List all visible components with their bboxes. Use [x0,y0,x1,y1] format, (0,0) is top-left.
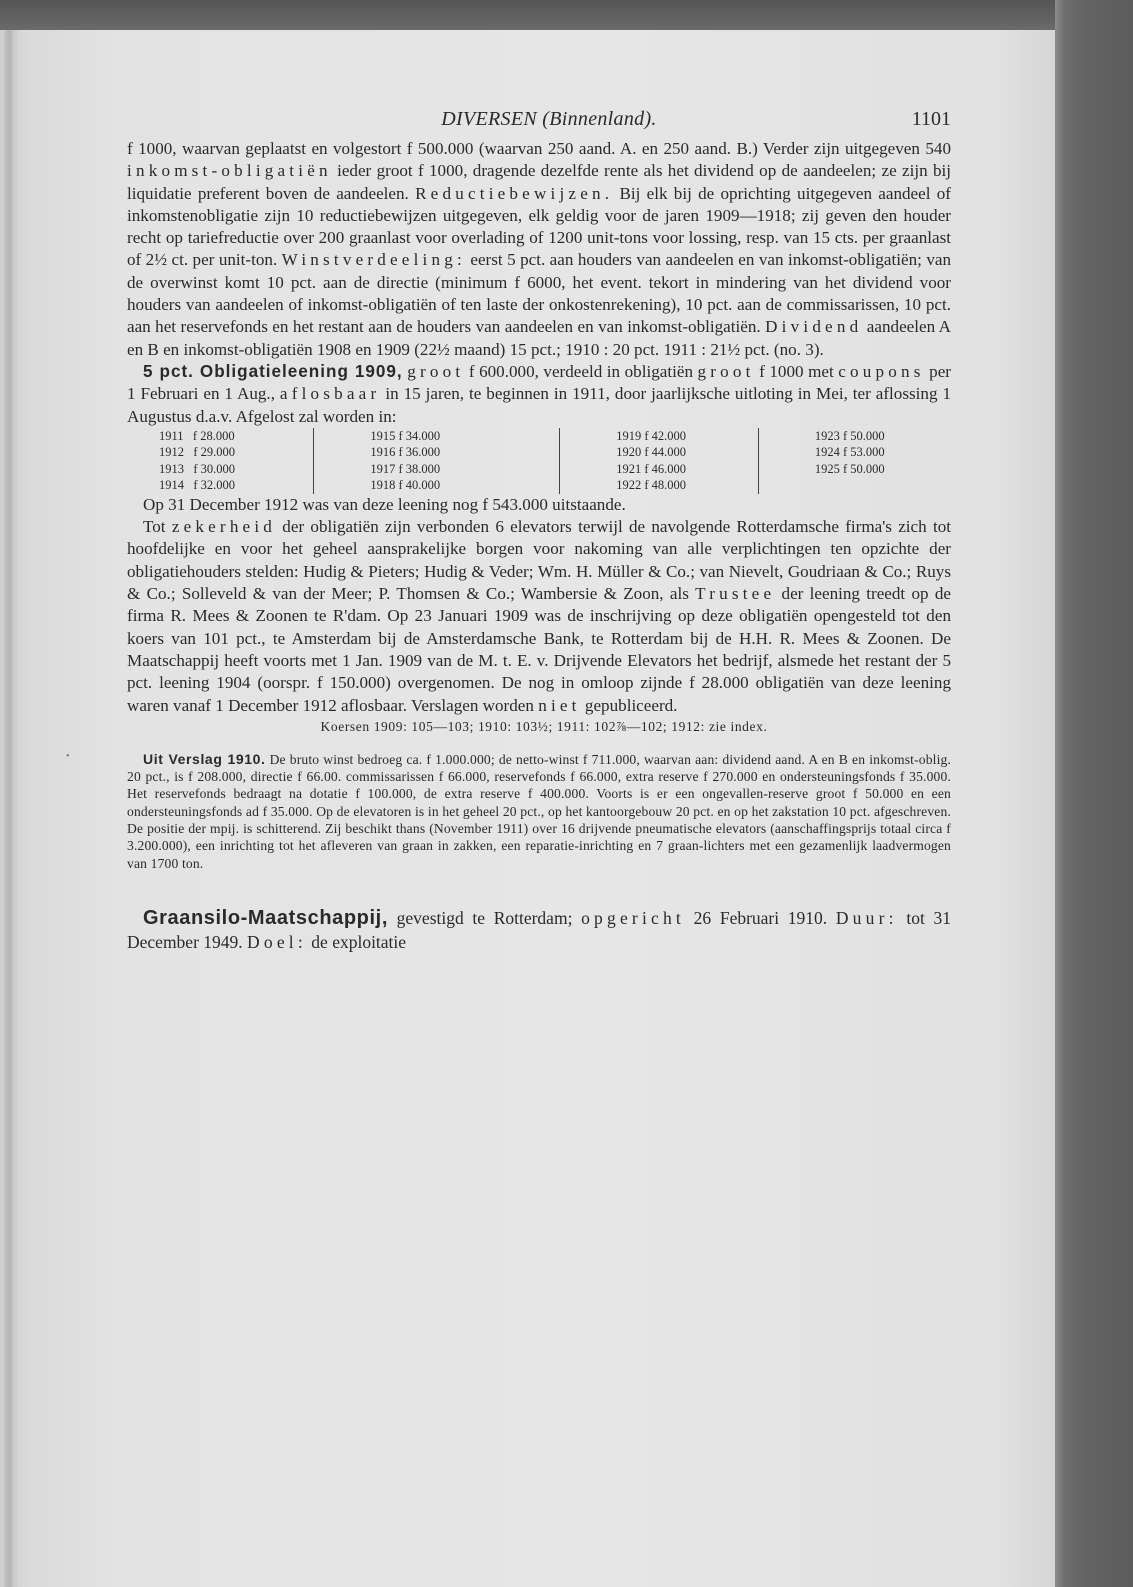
amortization-entry: 1921 f 46.000 [616,461,686,476]
stray-ink-mark: • [66,751,70,762]
amortization-entry: 1913 f 30.000 [159,461,236,476]
text: aandeelen A en B en inkomst-obligatiën 1908 en 1909 (22½ maand) 15 pct.; 1910 : 20 pct. 1911 : 21½ pct. (no. 3). [127,317,951,359]
price-quotes: Koersen 1909: 105—103; 1910: 103½; 1911: 102⅞—102; 1912: zie index. [320,718,768,734]
text: der obligatiën zijn verbonden 6 elevators terwijl de navolgende Rotterdamsche firma's zich tot hoofdelijke en voor het geheel aansprakelijke borgen voor nakoming van alle verplichtingen ten opzichte der obligatiehouders stelden: Hudig & Pieters; Hudig & Veder; Wm. H. Müller & Co.; van Nievelt, Goudriaan & Co.; Ruys & Co.; Solleveld & van der Meer; P. Thomsen & Co.; Wambersie & Zoon, als [127,517,951,604]
text: per 1 Februari en 1 Aug., [127,361,951,404]
spaced-term: Doel: [247,931,307,952]
text: eerst 5 pct. aan houders van aandeelen en van inkomst-obligatiën; van de overwinst komt 10 pct. aan de directie (minimum f 6000, het event. tekort in mindering van het dividend voor houders van aandeelen of inkomst-obligatiën of ten laste der onkostenrekening), 10 pct. aan de commissarissen, 10 pct. aan het reservefonds en het restant aan de houders van aandeelen en van inkomst-obligatiën. [127,250,951,337]
amortization-entry: 1923 f 50.000 [814,428,885,443]
spaced-term: Winstverdeeling: [281,250,466,270]
amortization-entry: 1919 f 42.000 [616,428,686,443]
text: f 1000 met [754,361,839,381]
page-binding-edge [4,30,18,1587]
text: ieder groot f 1000, dragende dezelfde rente als het dividend op de aandeelen; ze zijn bij liquidatie preferent boven de aandeelen. [127,161,951,203]
amortization-entry: 1924 f 53.000 [814,445,885,460]
text: Bij elk bij de oprichting uitgegeven aandeel of inkomstenobligatie zijn 10 reductiebewijzen uitgegeven, elk geldig voor de jaren 1909—1918; zij geven den houder recht op tariefreductie over 200 graanlast voor overlading of 1200 unit-tons voor lossing, resp. van 15 cts. per graanlast of 2½ ct. per unit-ton. [127,183,951,270]
text: tot 31 December 1949. [127,907,951,952]
amortization-entry: 1920 f 44.000 [616,445,686,460]
text: gevestigd te Rotterdam; [387,907,582,928]
paragraph-loan [127,361,951,428]
spaced-term: Reductiebewijzen. [415,183,614,203]
amortization-entry: 1915 f 34.000 [370,428,441,443]
running-title: DIVERSEN (Binnenland). [441,108,657,130]
text: gepubliceerd. [580,695,678,715]
spaced-term: Dividend [765,317,863,337]
paragraph-outstanding: Op 31 December 1912 was van deze leening nog f 543.000 uitstaande. [143,494,626,514]
spaced-term: inkomst-obligatiën [127,161,332,181]
page-content [127,104,951,954]
report-text: De bruto winst bedroeg ca. f 1.000.000; de netto-winst f 711.000, waarvan aan: dividend aand. A en B en inkomst-oblig. 20 pct., is f 208.000, directie f 66.00. commissarissen f 66.000, reservefonds f 66.000, extra reserve f 270.000 en ondersteuningsfonds f 35.000. Het reservefonds bedraagt na dotatie f 100.000, de extra reserve f 400.000. Voorts is er een ongevallen-reserve groot f 50.000 en een ondersteuningsfonds ad f 35.000. Op de elevatoren is in het geheel 20 pct., op het kantoorgebouw 20 pct. en op het zakstation 10 pct. afgeschreven. De positie der mpij. is schitterend. Zij beschikt thans (November 1911) over 16 drijvende pneumatische elevators (aanschaffingsprijs totaal circa f 3.200.000), een inrichting tot het afleveren van graan in zakken, een reparatie-inrichting en 7 graan-lichters met een gezamenlijk laadvermogen van 1700 ton. [127,751,952,871]
spaced-term: zekerheid [171,517,277,537]
amortization-entry: 1916 f 36.000 [370,445,441,460]
annual-report-excerpt [127,751,951,872]
loan-heading: 5 pct. Obligatieleening 1909, [143,361,403,381]
scan-border-right [1055,0,1133,1587]
text: f 1000, waarvan geplaatst en volgestort f 500.000 (waarvan 250 aand. A. en 250 aand. B.) Verder zijn uitgegeven 540 [127,139,951,158]
spaced-term: groot [407,361,465,381]
company-entry [127,906,951,954]
paragraph-capital [127,138,951,361]
report-heading: Uit Verslag 1910. [143,750,266,767]
text: 26 Februari 1910. [685,907,836,928]
spaced-term: coupons [838,361,925,381]
amortization-column [559,428,758,494]
page-number: 1101 [911,108,951,130]
amortization-column [758,428,951,494]
text: in 15 jaren, te beginnen in 1911, door jaarlijksche uitloting in Mei, ter aflossing 1 Augustus d.a.v. Afgelost zal worden in: [127,384,951,426]
scan-border-top [0,0,1133,30]
amortization-entry: 1917 f 38.000 [370,461,441,476]
amortization-entry: 1925 f 50.000 [814,461,885,476]
text: Tot [143,517,172,537]
amortization-column [159,428,313,494]
text: f 600.000, verdeeld in obligatiën [464,361,698,381]
spaced-term: Trustee [695,584,776,604]
amortization-entry: 1918 f 40.000 [370,478,441,493]
amortization-column [313,428,559,494]
amortization-entry: 1922 f 48.000 [616,478,686,493]
spaced-term: niet [538,695,581,715]
spaced-term: opgericht [581,907,685,928]
amortization-entry: 1912 f 29.000 [159,445,236,460]
paragraph-security [127,516,951,717]
spaced-term: Duur: [835,907,898,928]
spaced-term: groot [697,361,755,381]
amortization-entry: 1914 f 32.000 [159,478,236,493]
amortization-entry: 1911 f 28.000 [159,428,235,443]
page-header [127,104,951,138]
company-name: Graansilo-Maatschappij, [143,906,388,929]
spaced-term: aflosbaar [279,384,381,404]
text: der leening treedt op de firma R. Mees & Zoonen te R'dam. Op 23 Januari 1909 was de inschrijving op deze obligatiën opengesteld tot den koers van 101 pct., te Amsterdam bij de Amsterdamsche Bank, te Rotterdam bij de H.H. R. Mees & Zoonen. De Maatschappij heeft voorts met 1 Jan. 1909 van de M. t. E. v. Drijvende Elevators het bedrijf, alsmede het restant der 5 pct. leening 1904 (oorspr. f 150.000) overgenomen. De nog in omloop zijnde f 28.000 obligatiën van deze leening waren vanaf 1 December 1912 aflosbaar. Verslagen worden [127,584,951,715]
amortization-table [159,428,951,494]
text: de exploitatie [306,931,407,952]
